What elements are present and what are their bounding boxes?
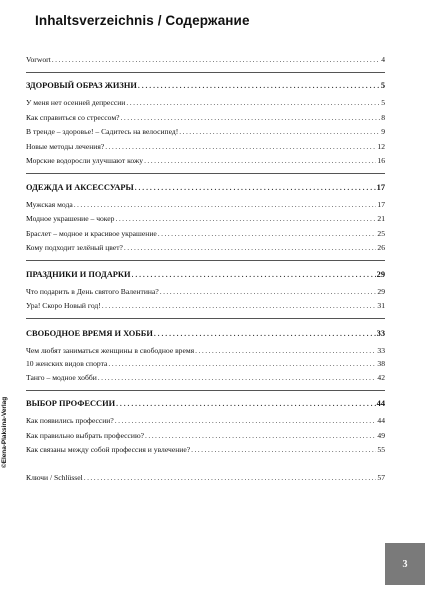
toc-entry xyxy=(26,226,385,239)
toc-entry-label: Ура! Скоро Новый год! xyxy=(26,301,101,310)
section-heading-page: 33 xyxy=(376,329,385,338)
publisher-credit: ©Elena-Plaksina-Verlag xyxy=(1,396,8,468)
toc-entry xyxy=(26,356,385,369)
toc-entry xyxy=(26,413,385,426)
toc-entry-page: 25 xyxy=(377,229,385,238)
toc-section-heading xyxy=(26,326,385,339)
dot-leader xyxy=(52,55,380,65)
toc-section-heading xyxy=(26,267,385,280)
toc-entry-page: 4 xyxy=(381,55,385,64)
toc-entry-page: 5 xyxy=(381,98,385,107)
toc-entry-label: Модное украшение – чокер xyxy=(26,214,115,223)
toc-entry-page: 33 xyxy=(377,346,385,355)
dot-leader xyxy=(115,416,377,426)
dot-leader xyxy=(124,243,377,253)
section-heading-page: 29 xyxy=(376,270,385,279)
toc-entry-label: Чем любят заниматься женщины в свободное время xyxy=(26,346,195,355)
dot-leader xyxy=(84,473,377,483)
toc-entry xyxy=(26,343,385,356)
section-divider xyxy=(26,72,385,73)
toc-entry xyxy=(26,240,385,253)
toc-entry-label: Что подарить в День святого Валентина? xyxy=(26,287,159,296)
toc-entry-label: Vorwort xyxy=(26,55,51,64)
section-heading-label: ВЫБОР ПРОФЕССИИ xyxy=(26,399,116,408)
dot-leader xyxy=(132,270,376,280)
section-divider xyxy=(26,390,385,391)
toc-entry-page: 42 xyxy=(377,373,385,382)
dot-leader xyxy=(144,156,376,166)
section-heading-label: СВОБОДНОЕ ВРЕМЯ И ХОББИ xyxy=(26,329,153,338)
dot-leader xyxy=(158,229,377,239)
dot-leader xyxy=(138,81,380,91)
dot-leader xyxy=(160,287,377,297)
toc-entry-answer-key xyxy=(26,470,385,483)
toc-entry xyxy=(26,139,385,152)
toc-entry-page: 55 xyxy=(377,445,385,454)
page-title: Inhaltsverzeichnis / Содержание xyxy=(35,13,250,28)
toc-entry-page: 21 xyxy=(377,214,385,223)
toc-entry xyxy=(26,153,385,166)
page-number-badge xyxy=(385,543,425,585)
toc-entry xyxy=(26,428,385,441)
dot-leader xyxy=(102,301,377,311)
dot-leader xyxy=(135,183,376,193)
section-heading-page: 17 xyxy=(376,183,385,192)
dot-leader xyxy=(179,127,380,137)
toc-entry-page: 8 xyxy=(381,113,385,122)
toc-entry-page: 57 xyxy=(377,473,385,482)
section-divider xyxy=(26,173,385,174)
toc-entry-label: Как справиться со стрессом? xyxy=(26,113,120,122)
toc-entry-page: 38 xyxy=(377,359,385,368)
toc-section-heading xyxy=(26,396,385,409)
page-number: 3 xyxy=(402,558,408,570)
dot-leader xyxy=(195,346,376,356)
toc-entry-label: Как связаны между собой профессия и увлечение? xyxy=(26,445,191,454)
toc-entry-page: 29 xyxy=(377,287,385,296)
toc-section-heading xyxy=(26,78,385,91)
section-heading-label: ПРАЗДНИКИ И ПОДАРКИ xyxy=(26,270,131,279)
toc-entry xyxy=(26,197,385,210)
toc-section-heading xyxy=(26,180,385,193)
toc-entry-page: 16 xyxy=(377,156,385,165)
toc-entry-page: 9 xyxy=(381,127,385,136)
toc-entry-label: Браслет – модное и красивое украшение xyxy=(26,229,157,238)
section-heading-label: ОДЕЖДА И АКСЕССУАРЫ xyxy=(26,183,134,192)
toc-entry xyxy=(26,298,385,311)
dot-leader xyxy=(145,431,376,441)
toc-entry-page: 49 xyxy=(377,431,385,440)
toc-entry xyxy=(26,211,385,224)
toc-entry-label: Ключи / Schlüssel xyxy=(26,473,83,482)
toc-entry-page: 26 xyxy=(377,243,385,252)
toc-entry-label: Как правильно выбрать профессию? xyxy=(26,431,145,440)
toc-entry-label: Кому подходит зелёный цвет? xyxy=(26,243,123,252)
toc-entry xyxy=(26,284,385,297)
dot-leader xyxy=(105,142,376,152)
toc-entry-page: 31 xyxy=(377,301,385,310)
toc-entry-label: У меня нет осенней депрессии xyxy=(26,98,126,107)
toc-entry-intro xyxy=(26,52,385,65)
section-divider xyxy=(26,260,385,261)
section-heading-page: 5 xyxy=(380,81,385,90)
dot-leader xyxy=(116,399,376,409)
section-heading-label: ЗДОРОВЫЙ ОБРАЗ ЖИЗНИ xyxy=(26,81,137,90)
toc-entry-page: 17 xyxy=(377,200,385,209)
toc-entry-page: 44 xyxy=(377,416,385,425)
dot-leader xyxy=(74,200,377,210)
dot-leader xyxy=(108,359,376,369)
toc-entry xyxy=(26,370,385,383)
dot-leader xyxy=(191,445,376,455)
toc-entry-label: 10 женских видов спорта xyxy=(26,359,108,368)
toc-entry xyxy=(26,110,385,123)
dot-leader xyxy=(98,373,377,383)
section-heading-page: 44 xyxy=(376,399,385,408)
section-divider xyxy=(26,318,385,319)
toc-entry-label: Как появились профессии? xyxy=(26,416,114,425)
toc-entry-label: Морские водоросли улучшают кожу xyxy=(26,156,144,165)
dot-leader xyxy=(154,329,376,339)
toc-entry-label: Мужская мода xyxy=(26,200,73,209)
toc-entry-label: Новые методы лечения? xyxy=(26,142,105,151)
toc-entry-page: 12 xyxy=(377,142,385,151)
dot-leader xyxy=(126,98,380,108)
dot-leader xyxy=(115,214,376,224)
toc-entry-label: Танго – модное хобби xyxy=(26,373,97,382)
dot-leader xyxy=(121,113,381,123)
toc-entry-label: В тренде – здоровье! – Садитесь на велосипед! xyxy=(26,127,179,136)
toc-entry xyxy=(26,95,385,108)
toc-entry xyxy=(26,442,385,455)
toc-entry xyxy=(26,124,385,137)
